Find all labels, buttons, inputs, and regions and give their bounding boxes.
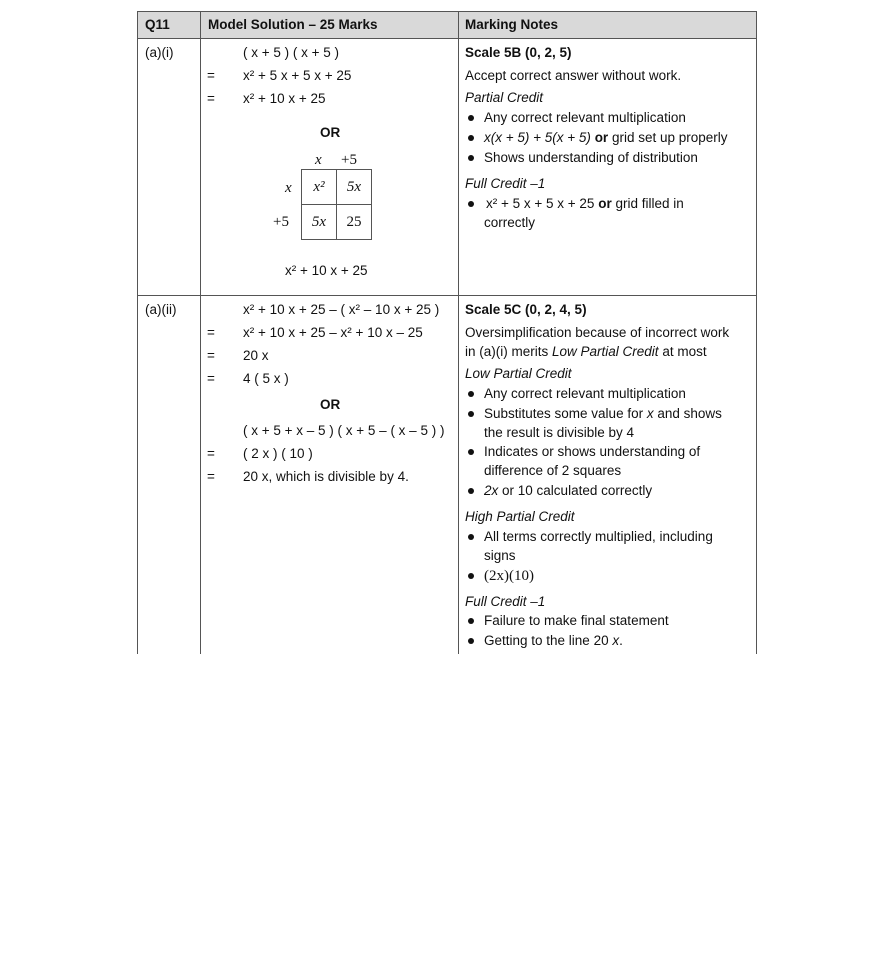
aii-line-2: x² + 10 x + 25 – x² + 10 x – 25 [243, 325, 423, 340]
ai-equals-1: = [207, 68, 215, 83]
aii-over-2-a: in (a)(i) merits [465, 344, 549, 359]
table-border-right [756, 11, 757, 654]
aii-equals-2: = [207, 348, 215, 363]
aii-over-2-b: Low Partial Credit [552, 344, 659, 359]
aii-low-title: Low Partial Credit [465, 366, 572, 381]
aii-oversimplification-2 [465, 343, 707, 361]
aii-full-2-a: Getting to the line 20 [484, 633, 609, 648]
part-aii-label: (a)(ii) [145, 302, 177, 317]
aii-full-1: Failure to make final statement [484, 613, 669, 628]
aii-low-2-a: Substitutes some value for [484, 406, 644, 421]
aii-equals-3: = [207, 371, 215, 386]
bullet-icon [468, 449, 474, 455]
aii-over-2-c: at most [662, 344, 707, 359]
aii-high-1-cont: signs [484, 548, 516, 563]
marking-scheme-table [137, 11, 757, 654]
header-question: Q11 [145, 17, 170, 32]
aii-equals-1: = [207, 325, 215, 340]
multiplication-grid [301, 169, 372, 240]
bullet-icon [468, 135, 474, 141]
grid-cell-25: 25 [337, 205, 372, 240]
aii-low-3: Indicates or shows understanding of [484, 444, 701, 459]
ai-scale: Scale 5B (0, 2, 5) [465, 45, 572, 60]
ai-full-1-or: or [598, 196, 612, 211]
aii-low-3-cont: difference of 2 squares [484, 463, 622, 478]
grid-cell-x2: x² [302, 170, 337, 205]
aii-line-3: 20 x [243, 348, 269, 363]
ai-or: OR [320, 125, 341, 140]
ai-partial-1: Any correct relevant multiplication [484, 110, 686, 125]
column-divider-1 [200, 11, 201, 654]
bullet-icon [468, 534, 474, 540]
ai-full-1 [486, 195, 684, 213]
ai-full-1-expr: x² + 5 x + 5 x + 25 [486, 196, 595, 211]
grid-top-plus5: +5 [341, 152, 357, 168]
table-border-top [137, 11, 757, 12]
aii-oversimplification-1: Oversimplification because of incorrect work [465, 325, 730, 340]
ai-full-title: Full Credit –1 [465, 176, 546, 191]
table-border-left [137, 11, 138, 654]
aii-equals-4: = [207, 446, 215, 461]
part-ai-label: (a)(i) [145, 45, 174, 60]
ai-partial-2 [484, 129, 728, 147]
aii-full-2-x: x [612, 633, 620, 648]
bullet-icon [468, 201, 474, 207]
aii-scale: Scale 5C (0, 2, 4, 5) [465, 302, 587, 317]
aii-low-4 [484, 482, 652, 500]
aii-high-1: All terms correctly multiplied, including [484, 529, 713, 544]
aii-low-2 [484, 405, 722, 423]
aii-low-2-x: x [646, 406, 654, 421]
ai-full-1-cont: correctly [484, 215, 536, 230]
grid-cell-5x: 5x [302, 205, 337, 240]
aii-low-4-a: 2x [484, 483, 499, 498]
bullet-icon [468, 488, 474, 494]
bullet-icon [468, 115, 474, 121]
ai-partial-2-grid: grid set up properly [611, 130, 728, 145]
aii-low-1: Any correct relevant multiplication [484, 386, 686, 401]
bullet-icon [468, 618, 474, 624]
aii-high-2: (2x)(10) [484, 568, 534, 584]
ai-line-2: x² + 5 x + 5 x + 25 [243, 68, 352, 83]
ai-partial-2-expr: x(x + 5) + 5(x + 5) [484, 130, 591, 145]
ai-equals-2: = [207, 91, 215, 106]
bullet-icon [468, 638, 474, 644]
bullet-icon [468, 573, 474, 579]
row-divider [137, 295, 757, 296]
aii-full-2 [484, 632, 623, 650]
aii-or: OR [320, 397, 341, 412]
ai-full-1-grid: grid filled in [615, 196, 684, 211]
ai-partial-2-or: or [594, 130, 609, 145]
aii-full-2-b: . [619, 633, 623, 648]
aii-line-5: ( x + 5 + x – 5 ) ( x + 5 – ( x – 5 ) ) [243, 423, 445, 438]
ai-accept: Accept correct answer without work. [465, 68, 682, 83]
header-model-solution: Model Solution – 25 Marks [208, 17, 378, 32]
aii-line-7: 20 x, which is divisible by 4. [243, 469, 409, 484]
bullet-icon [468, 155, 474, 161]
aii-high-title: High Partial Credit [465, 509, 575, 524]
header-marking-notes: Marking Notes [465, 17, 559, 32]
ai-grid-result: x² + 10 x + 25 [285, 263, 368, 278]
ai-line-1: ( x + 5 ) ( x + 5 ) [243, 45, 340, 60]
bullet-icon [468, 411, 474, 417]
aii-line-6: ( 2 x ) ( 10 ) [243, 446, 313, 461]
aii-low-2-b: and shows [657, 406, 722, 421]
grid-cell-5x: 5x [337, 170, 372, 205]
aii-low-4-b: or 10 calculated correctly [502, 483, 653, 498]
grid-left-plus5: +5 [273, 214, 289, 230]
ai-partial-title: Partial Credit [465, 90, 544, 105]
aii-full-title: Full Credit –1 [465, 594, 546, 609]
bullet-icon [468, 391, 474, 397]
grid-left-x: x [285, 180, 292, 196]
grid-top-x: x [315, 152, 322, 168]
aii-low-2-cont: the result is divisible by 4 [484, 425, 635, 440]
column-divider-2 [458, 11, 459, 654]
aii-line-4: 4 ( 5 x ) [243, 371, 289, 386]
aii-equals-5: = [207, 469, 215, 484]
aii-line-1: x² + 10 x + 25 – ( x² – 10 x + 25 ) [243, 302, 440, 317]
header-divider [137, 38, 757, 39]
ai-partial-3: Shows understanding of distribution [484, 150, 698, 165]
ai-line-3: x² + 10 x + 25 [243, 91, 326, 106]
